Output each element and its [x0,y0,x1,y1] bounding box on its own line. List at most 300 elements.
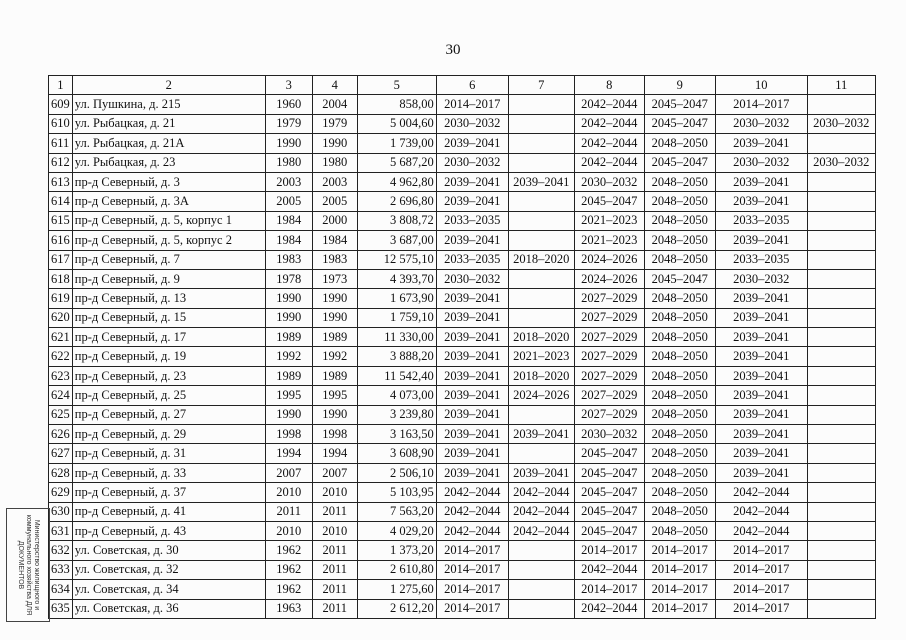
table-cell-col-2: пр-д Северный, д. 33 [72,463,265,482]
table-cell-col-1: 619 [49,289,73,308]
table-cell-col-2: пр-д Северный, д. 5, корпус 2 [72,231,265,250]
table-row [49,560,876,579]
table-cell-col-10: 2014–2017 [715,580,807,599]
table-cell-col-4: 1990 [312,308,357,327]
table-cell-col-4: 2000 [312,211,357,230]
table-cell-col-5: 1 739,00 [357,134,436,153]
table-cell-col-11 [807,386,875,405]
table-cell-col-4: 1990 [312,134,357,153]
table-cell-col-3: 1989 [265,328,312,347]
table-cell-col-4: 1994 [312,444,357,463]
table-cell-col-3: 1995 [265,386,312,405]
table-cell-col-1: 621 [49,328,73,347]
archive-stamp [6,508,50,622]
table-cell-col-9: 2048–2050 [644,328,715,347]
table-cell-col-11 [807,463,875,482]
table-cell-col-8: 2045–2047 [574,521,644,540]
table-cell-col-4: 2004 [312,95,357,114]
table-cell-col-5: 2 696,80 [357,192,436,211]
table-cell-col-6: 2042–2044 [436,521,508,540]
table-cell-col-4: 1992 [312,347,357,366]
table-cell-col-1: 633 [49,560,73,579]
table-cell-col-2: пр-д Северный, д. 5, корпус 1 [72,211,265,230]
table-cell-col-7 [508,192,574,211]
table-cell-col-10: 2039–2041 [715,386,807,405]
table-cell-col-5: 7 563,20 [357,502,436,521]
table-cell-col-10: 2042–2044 [715,521,807,540]
table-cell-col-3: 1994 [265,444,312,463]
table-cell-col-1: 620 [49,308,73,327]
table-cell-col-11 [807,269,875,288]
table-cell-col-11 [807,521,875,540]
table-cell-col-11 [807,172,875,191]
table-row [49,153,876,172]
table-cell-col-9: 2048–2050 [644,134,715,153]
table-cell-col-5: 858,00 [357,95,436,114]
table-cell-col-1: 623 [49,366,73,385]
table-row [49,95,876,114]
table-cell-col-1: 629 [49,483,73,502]
table-row [49,114,876,133]
table-cell-col-6: 2039–2041 [436,134,508,153]
table-cell-col-3: 1962 [265,580,312,599]
header-cell-5: 5 [357,76,436,95]
table-cell-col-7 [508,211,574,230]
table-cell-col-1: 610 [49,114,73,133]
table-cell-col-6: 2039–2041 [436,347,508,366]
table-cell-col-3: 1962 [265,541,312,560]
table-cell-col-8: 2014–2017 [574,580,644,599]
table-row [49,502,876,521]
table-cell-col-10: 2039–2041 [715,444,807,463]
table-cell-col-7 [508,114,574,133]
table-cell-col-5: 3 608,90 [357,444,436,463]
table-cell-col-3: 1998 [265,425,312,444]
housing-repair-table [48,75,876,619]
table-cell-col-4: 1983 [312,250,357,269]
table-cell-col-4: 2011 [312,541,357,560]
table-cell-col-5: 11 330,00 [357,328,436,347]
table-cell-col-10: 2014–2017 [715,599,807,618]
table-cell-col-5: 1 275,60 [357,580,436,599]
table-cell-col-1: 635 [49,599,73,618]
table-cell-col-6: 2014–2017 [436,599,508,618]
table-cell-col-7: 2042–2044 [508,521,574,540]
table-cell-col-11 [807,328,875,347]
table-cell-col-9: 2045–2047 [644,114,715,133]
table-cell-col-7 [508,308,574,327]
table-cell-col-6: 2039–2041 [436,386,508,405]
table-cell-col-2: пр-д Северный, д. 13 [72,289,265,308]
table-cell-col-8: 2027–2029 [574,386,644,405]
table-cell-col-4: 2003 [312,172,357,191]
table-cell-col-3: 1962 [265,560,312,579]
table-cell-col-4: 1973 [312,269,357,288]
table-cell-col-5: 1 673,90 [357,289,436,308]
table-cell-col-6: 2014–2017 [436,541,508,560]
table-cell-col-6: 2039–2041 [436,289,508,308]
table-cell-col-10: 2042–2044 [715,483,807,502]
table-cell-col-7: 2018–2020 [508,328,574,347]
table-cell-col-3: 1984 [265,231,312,250]
table-cell-col-2: ул. Советская, д. 36 [72,599,265,618]
table-cell-col-4: 1990 [312,289,357,308]
table-cell-col-9: 2048–2050 [644,425,715,444]
table-cell-col-3: 1989 [265,366,312,385]
table-cell-col-11: 2030–2032 [807,114,875,133]
table-cell-col-6: 2014–2017 [436,560,508,579]
table-cell-col-8: 2042–2044 [574,95,644,114]
table-cell-col-10: 2039–2041 [715,328,807,347]
table-cell-col-10: 2039–2041 [715,231,807,250]
table-cell-col-3: 2010 [265,521,312,540]
table-cell-col-2: пр-д Северный, д. 23 [72,366,265,385]
table-cell-col-10: 2039–2041 [715,172,807,191]
table-cell-col-2: пр-д Северный, д. 15 [72,308,265,327]
table-cell-col-3: 2003 [265,172,312,191]
header-cell-11: 11 [807,76,875,95]
table-cell-col-10: 2030–2032 [715,269,807,288]
table-cell-col-9: 2048–2050 [644,463,715,482]
table-cell-col-10: 2014–2017 [715,95,807,114]
table-cell-col-5: 4 029,20 [357,521,436,540]
table-cell-col-2: пр-д Северный, д. 41 [72,502,265,521]
table-cell-col-11 [807,95,875,114]
table-cell-col-11 [807,502,875,521]
table-cell-col-11 [807,599,875,618]
table-cell-col-2: ул. Пушкина, д. 215 [72,95,265,114]
table-cell-col-9: 2048–2050 [644,386,715,405]
table-row [49,444,876,463]
table-cell-col-6: 2033–2035 [436,250,508,269]
table-cell-col-7: 2021–2023 [508,347,574,366]
table-cell-col-4: 2011 [312,502,357,521]
table-cell-col-9: 2048–2050 [644,366,715,385]
table-row [49,231,876,250]
table-cell-col-5: 5 103,95 [357,483,436,502]
table-cell-col-7 [508,153,574,172]
table-cell-col-3: 1990 [265,405,312,424]
table-cell-col-8: 2045–2047 [574,502,644,521]
stamp-text: Министерство жилищного и коммунального хозяйства ДЛЯ ДОКУМЕНТОВ [17,514,40,616]
table-cell-col-11 [807,231,875,250]
table-cell-col-10: 2030–2032 [715,153,807,172]
table-cell-col-8: 2027–2029 [574,366,644,385]
table-cell-col-10: 2039–2041 [715,463,807,482]
table-cell-col-1: 634 [49,580,73,599]
table-cell-col-2: ул. Советская, д. 32 [72,560,265,579]
table-cell-col-8: 2021–2023 [574,211,644,230]
table-cell-col-5: 3 808,72 [357,211,436,230]
table-cell-col-1: 622 [49,347,73,366]
table-cell-col-10: 2033–2035 [715,211,807,230]
table-cell-col-9: 2048–2050 [644,211,715,230]
table-cell-col-1: 628 [49,463,73,482]
table-cell-col-11 [807,289,875,308]
table-cell-col-1: 612 [49,153,73,172]
table-cell-col-2: ул. Рыбацкая, д. 23 [72,153,265,172]
table-cell-col-11 [807,347,875,366]
table-cell-col-3: 2007 [265,463,312,482]
table-cell-col-5: 2 506,10 [357,463,436,482]
table-cell-col-5: 4 393,70 [357,269,436,288]
table-cell-col-2: пр-д Северный, д. 37 [72,483,265,502]
table-cell-col-10: 2014–2017 [715,541,807,560]
table-cell-col-4: 1995 [312,386,357,405]
table-cell-col-5: 11 542,40 [357,366,436,385]
table-cell-col-8: 2024–2026 [574,250,644,269]
table-cell-col-11 [807,308,875,327]
table-cell-col-8: 2045–2047 [574,192,644,211]
table-row [49,521,876,540]
table-cell-col-9: 2014–2017 [644,541,715,560]
table-cell-col-4: 2011 [312,560,357,579]
table-row [49,308,876,327]
table-cell-col-11 [807,580,875,599]
table-cell-col-6: 2030–2032 [436,269,508,288]
table-cell-col-3: 1984 [265,211,312,230]
table-cell-col-9: 2048–2050 [644,405,715,424]
table-row [49,172,876,191]
table-cell-col-11 [807,211,875,230]
table-row [49,541,876,560]
table-cell-col-6: 2030–2032 [436,114,508,133]
table-cell-col-1: 631 [49,521,73,540]
table-cell-col-6: 2039–2041 [436,328,508,347]
table-cell-col-7 [508,580,574,599]
table-cell-col-11 [807,425,875,444]
table-cell-col-10: 2014–2017 [715,560,807,579]
table-cell-col-3: 1963 [265,599,312,618]
header-row [49,76,876,95]
table-row [49,366,876,385]
table-cell-col-1: 625 [49,405,73,424]
table-cell-col-7 [508,231,574,250]
table-cell-col-6: 2039–2041 [436,366,508,385]
table-cell-col-5: 3 239,80 [357,405,436,424]
table-cell-col-3: 1990 [265,289,312,308]
table-row [49,134,876,153]
table-cell-col-7: 2018–2020 [508,250,574,269]
table-cell-col-5: 12 575,10 [357,250,436,269]
table-cell-col-7 [508,405,574,424]
table-cell-col-3: 2011 [265,502,312,521]
table-cell-col-10: 2039–2041 [715,308,807,327]
table-cell-col-8: 2042–2044 [574,153,644,172]
table-cell-col-1: 616 [49,231,73,250]
table-row [49,483,876,502]
table-cell-col-9: 2045–2047 [644,269,715,288]
table-cell-col-8: 2027–2029 [574,308,644,327]
table-cell-col-10: 2039–2041 [715,289,807,308]
table-cell-col-4: 2005 [312,192,357,211]
table-cell-col-2: ул. Советская, д. 30 [72,541,265,560]
table-cell-col-5: 1 373,20 [357,541,436,560]
table-cell-col-5: 3 687,00 [357,231,436,250]
table-cell-col-11 [807,192,875,211]
table-cell-col-11 [807,483,875,502]
page-number: 30 [445,42,461,58]
table-cell-col-8: 2030–2032 [574,172,644,191]
table-row [49,328,876,347]
table-cell-col-2: пр-д Северный, д. 31 [72,444,265,463]
table-row [49,425,876,444]
table-cell-col-11 [807,560,875,579]
table-cell-col-1: 626 [49,425,73,444]
header-cell-7: 7 [508,76,574,95]
header-cell-3: 3 [265,76,312,95]
table-cell-col-5: 4 962,80 [357,172,436,191]
table-cell-col-7 [508,541,574,560]
header-cell-9: 9 [644,76,715,95]
table-cell-col-9: 2048–2050 [644,231,715,250]
table-cell-col-1: 627 [49,444,73,463]
table-cell-col-4: 2010 [312,521,357,540]
table-cell-col-9: 2014–2017 [644,580,715,599]
table-cell-col-1: 618 [49,269,73,288]
table-cell-col-1: 615 [49,211,73,230]
table-row [49,405,876,424]
table-cell-col-10: 2039–2041 [715,192,807,211]
table-cell-col-3: 1990 [265,308,312,327]
table-row [49,289,876,308]
table-cell-col-2: пр-д Северный, д. 3 [72,172,265,191]
table-cell-col-10: 2039–2041 [715,347,807,366]
table-cell-col-1: 611 [49,134,73,153]
table-cell-col-11 [807,541,875,560]
table-cell-col-8: 2042–2044 [574,599,644,618]
table-cell-col-6: 2042–2044 [436,483,508,502]
table-cell-col-11 [807,444,875,463]
table-cell-col-9: 2014–2017 [644,599,715,618]
table-cell-col-8: 2045–2047 [574,463,644,482]
table-cell-col-9: 2048–2050 [644,444,715,463]
table-row [49,386,876,405]
table-row [49,269,876,288]
table-cell-col-10: 2033–2035 [715,250,807,269]
table-cell-col-1: 624 [49,386,73,405]
table-cell-col-11: 2030–2032 [807,153,875,172]
table-cell-col-8: 2027–2029 [574,328,644,347]
table-cell-col-8: 2042–2044 [574,134,644,153]
table-cell-col-6: 2014–2017 [436,580,508,599]
table-row [49,599,876,618]
table-cell-col-10: 2039–2041 [715,425,807,444]
table-cell-col-5: 5 004,60 [357,114,436,133]
header-cell-8: 8 [574,76,644,95]
table-cell-col-8: 2042–2044 [574,560,644,579]
table-cell-col-3: 2005 [265,192,312,211]
table-row [49,192,876,211]
table-cell-col-6: 2014–2017 [436,95,508,114]
table-cell-col-1: 609 [49,95,73,114]
header-cell-2: 2 [72,76,265,95]
table-cell-col-9: 2048–2050 [644,521,715,540]
table-cell-col-4: 2011 [312,599,357,618]
table-cell-col-7: 2042–2044 [508,502,574,521]
table-cell-col-7: 2039–2041 [508,172,574,191]
table-cell-col-9: 2048–2050 [644,192,715,211]
table-cell-col-7 [508,95,574,114]
table-cell-col-3: 1978 [265,269,312,288]
table-cell-col-6: 2033–2035 [436,211,508,230]
table-cell-col-2: пр-д Северный, д. 9 [72,269,265,288]
table-cell-col-7: 2024–2026 [508,386,574,405]
table-cell-col-1: 617 [49,250,73,269]
table-cell-col-8: 2027–2029 [574,405,644,424]
table-cell-col-5: 1 759,10 [357,308,436,327]
table-row [49,250,876,269]
table-cell-col-1: 630 [49,502,73,521]
table-cell-col-10: 2042–2044 [715,502,807,521]
table-cell-col-3: 1983 [265,250,312,269]
table-cell-col-4: 1984 [312,231,357,250]
table-cell-col-8: 2014–2017 [574,541,644,560]
header-cell-10: 10 [715,76,807,95]
table-cell-col-3: 1960 [265,95,312,114]
table-cell-col-4: 2010 [312,483,357,502]
table-cell-col-3: 2010 [265,483,312,502]
table-cell-col-1: 614 [49,192,73,211]
header-cell-4: 4 [312,76,357,95]
table-cell-col-4: 1979 [312,114,357,133]
table-cell-col-9: 2048–2050 [644,250,715,269]
table-row [49,211,876,230]
table-cell-col-9: 2048–2050 [644,308,715,327]
table-cell-col-3: 1980 [265,153,312,172]
table-cell-col-6: 2039–2041 [436,231,508,250]
table-cell-col-11 [807,134,875,153]
table-cell-col-6: 2039–2041 [436,308,508,327]
table-cell-col-2: ул. Рыбацкая, д. 21А [72,134,265,153]
table-cell-col-8: 2045–2047 [574,444,644,463]
table-cell-col-2: пр-д Северный, д. 3А [72,192,265,211]
table-cell-col-7 [508,289,574,308]
table-cell-col-9: 2045–2047 [644,153,715,172]
table-cell-col-10: 2039–2041 [715,134,807,153]
table-cell-col-1: 613 [49,172,73,191]
table-cell-col-9: 2045–2047 [644,95,715,114]
table-cell-col-4: 1998 [312,425,357,444]
table-cell-col-6: 2039–2041 [436,463,508,482]
table-cell-col-7 [508,599,574,618]
table-cell-col-7 [508,269,574,288]
table-cell-col-8: 2042–2044 [574,114,644,133]
table-cell-col-7 [508,134,574,153]
table-cell-col-2: ул. Советская, д. 34 [72,580,265,599]
table-cell-col-6: 2039–2041 [436,405,508,424]
table-cell-col-9: 2014–2017 [644,560,715,579]
table-cell-col-4: 1990 [312,405,357,424]
table-cell-col-11 [807,405,875,424]
table-row [49,347,876,366]
table-cell-col-7: 2039–2041 [508,463,574,482]
table-cell-col-7: 2039–2041 [508,425,574,444]
table-cell-col-5: 5 687,20 [357,153,436,172]
table-cell-col-8: 2027–2029 [574,347,644,366]
table-row [49,463,876,482]
table-cell-col-5: 2 612,20 [357,599,436,618]
table-cell-col-5: 3 888,20 [357,347,436,366]
table-cell-col-4: 1989 [312,328,357,347]
table-cell-col-5: 2 610,80 [357,560,436,579]
table-cell-col-2: пр-д Северный, д. 19 [72,347,265,366]
table-cell-col-5: 3 163,50 [357,425,436,444]
table-cell-col-9: 2048–2050 [644,502,715,521]
table-cell-col-6: 2030–2032 [436,153,508,172]
table-cell-col-2: пр-д Северный, д. 25 [72,386,265,405]
table-cell-col-4: 2007 [312,463,357,482]
